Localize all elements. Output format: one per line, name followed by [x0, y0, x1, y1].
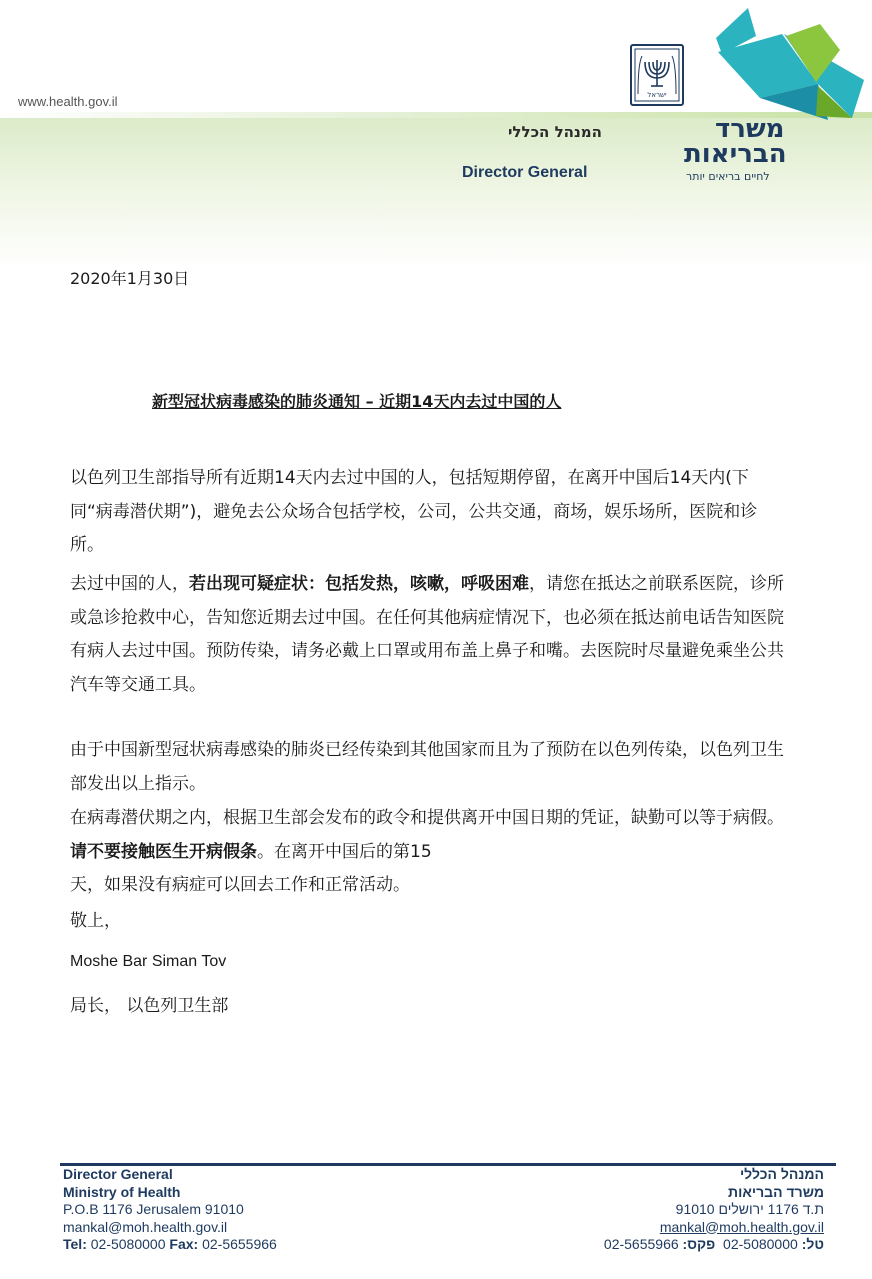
footer-left-contact — [63, 1236, 277, 1254]
footer-left-address: P.O.B 1176 Jerusalem 91010 — [63, 1201, 244, 1217]
paragraph-4-bold: 请不要接触医生开病假条 — [70, 841, 257, 862]
footer-right-tel: 02-5080000 — [723, 1236, 798, 1252]
footer-right-tel-label: טל: — [801, 1236, 824, 1252]
paragraph-4-end-1: 。在离开中国后的第15 — [257, 841, 432, 862]
signer-title: 局长， 以色列卫生部 — [70, 996, 229, 1016]
ministry-tagline: לחיים בריאים יותר — [686, 170, 770, 183]
footer-right-fax-label: פקס: — [682, 1236, 716, 1252]
ministry-name-line1: משרד — [715, 114, 785, 144]
footer-right-email[interactable]: mankal@moh.health.gov.il — [659, 1218, 824, 1235]
letter-date: 2020年1月30日 — [70, 269, 190, 288]
director-general-english: Director General — [462, 164, 588, 181]
closing: 敬上， — [70, 911, 121, 931]
footer-left-fax: 02-5655966 — [202, 1236, 277, 1252]
footer-left-fax-label: Fax: — [169, 1236, 199, 1252]
footer-left-email[interactable]: mankal@moh.health.gov.il — [63, 1218, 228, 1235]
footer-right-fax: 02-5655966 — [603, 1236, 679, 1252]
footer-left-tel-label: Tel: — [63, 1236, 87, 1252]
footer-left-tel: 02-5080000 — [90, 1236, 166, 1252]
footer-right-line1: המנהל הכללי — [739, 1166, 824, 1182]
signer-name: Moshe Bar Siman Tov — [70, 953, 227, 970]
paragraph-2 — [70, 568, 790, 702]
ministry-name-line2: הבריאות — [684, 139, 787, 169]
footer-left-line1: Director General — [63, 1166, 173, 1182]
paragraph-2-start: 去过中国的人， — [70, 574, 189, 594]
paragraph-4-end-2: 天，如果没有病症可以回去工作和正常活动。 — [70, 875, 410, 895]
paragraph-3: 由于中国新型冠状病毒感染的肺炎已经传染到其他国家而且为了预防在以色列传染，以色列卫生部发出以上指示。 — [70, 740, 784, 794]
paragraph-4 — [70, 802, 790, 903]
footer-right-address: ת.ד 1176 ירושלים 91010 — [675, 1201, 824, 1217]
paragraph-4-start: 在病毒潜伏期之内，根据卫生部会发布的政令和提供离开中国日期的凭证，缺勤可以等于病假。 — [70, 808, 784, 828]
director-general-hebrew: המנהל הכללי — [508, 123, 602, 141]
footer-right — [604, 1166, 824, 1254]
letter-title: 新型冠状病毒感染的肺炎通知 – 近期14天内去过中国的人 — [152, 392, 562, 411]
paragraph-2-bold: 若出现可疑症状：包括发热，咳嗽，呼吸困难 — [189, 574, 529, 594]
paragraph-1: 以色列卫生部指导所有近期14天内去过中国的人，包括短期停留，在离开中国后14天内(下同“病毒潜伏期”)，避免去公众场合包括学校，公司，公共交通，商场，娱乐场所，医院和诊所。 — [70, 468, 758, 555]
footer-left-line2: Ministry of Health — [63, 1183, 181, 1200]
footer-right-line2: משרד הבריאות — [728, 1183, 824, 1200]
emblem-label: ישראל — [647, 91, 667, 99]
footer-left — [63, 1166, 277, 1254]
footer-right-contact — [604, 1236, 824, 1254]
state-emblem-icon — [630, 44, 684, 106]
website-link[interactable]: www.health.gov.il — [18, 94, 118, 109]
paragraph-2-end: ，请您在抵达之前联系医院，诊所或急诊抢救中心，告知您近期去过中国。在任何其他病症情况下，也必须在抵达前电话告知医院有病人去过中国。预防传染，请务必戴上口罩或用布盖上鼻子和嘴。去医院时尽量避免乘坐公共汽车等交通工具。 — [70, 574, 784, 695]
ministry-logo-icon — [700, 6, 868, 124]
